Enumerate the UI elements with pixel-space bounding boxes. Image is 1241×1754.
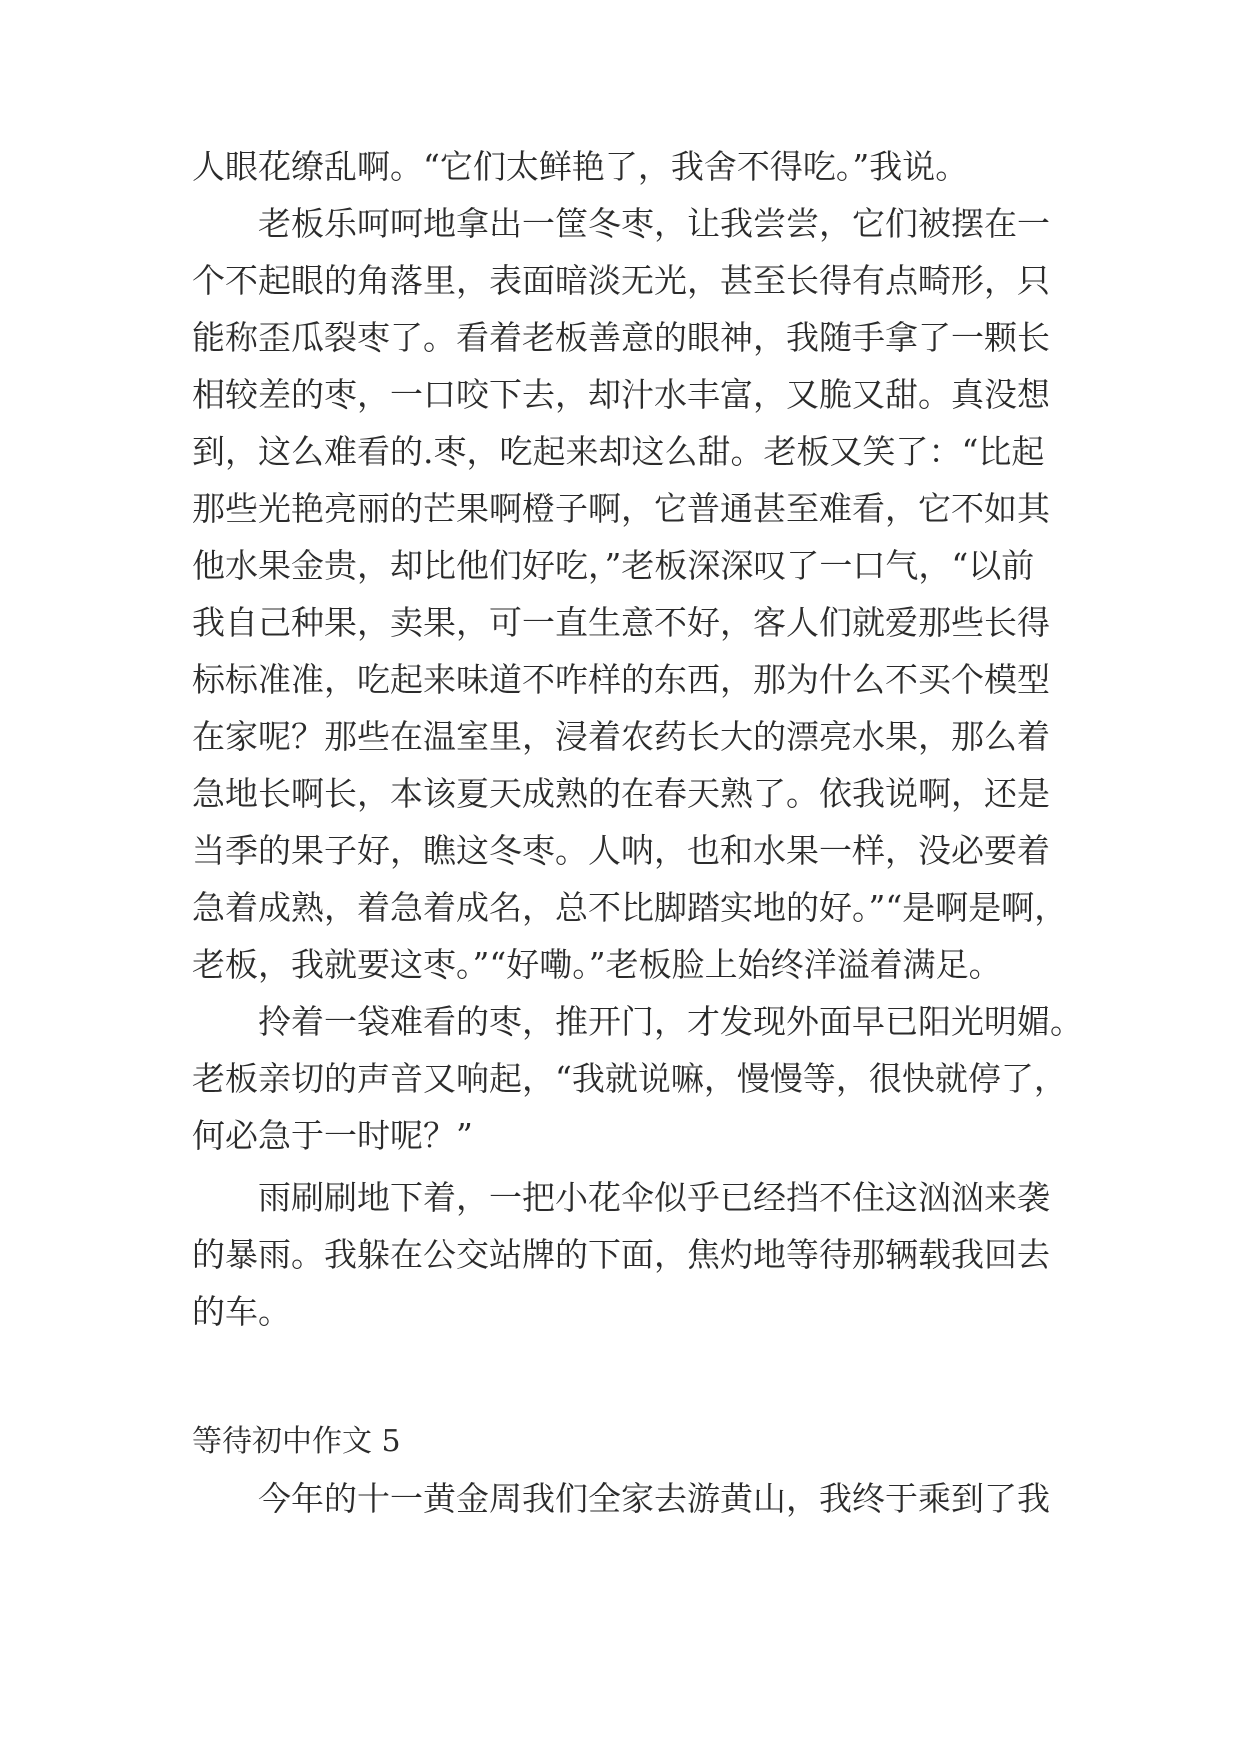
text-line: 能称歪瓜裂枣了。看着老板善意的眼神，我随手拿了一颗长	[192, 318, 1050, 357]
text-line: 他水果金贵，却比他们好吃，”老板深深叹了一口气，“以前	[192, 546, 1035, 585]
text-line: 相较差的枣，一口咬下去，却汁水丰富，又脆又甜。真没想	[192, 375, 1050, 414]
text-line: 急地长啊长，本该夏天成熟的在春天熟了。依我说啊，还是	[192, 774, 1050, 813]
section-heading: 等待初中作文 5	[192, 1424, 401, 1459]
text-line: 当季的果子好，瞧这冬枣。人呐，也和水果一样，没必要着	[192, 831, 1050, 870]
text-line: 我自己种果，卖果，可一直生意不好，客人们就爱那些长得	[192, 603, 1050, 642]
paragraph-start-line: 老板乐呵呵地拿出一筐冬枣，让我尝尝，它们被摆在一	[258, 204, 1050, 243]
text-line: 老板亲切的声音又响起，“我就说嘛，慢慢等，很快就停了，	[192, 1059, 1067, 1098]
text-line: 老板，我就要这枣。”“好嘞。”老板脸上始终洋溢着满足。	[192, 945, 1002, 984]
text-line: 急着成熟，着急着成名，总不比脚踏实地的好。”“是啊是啊，	[192, 888, 1068, 927]
text-line: 的暴雨。我躲在公交站牌的下面，焦灼地等待那辆载我回去	[192, 1235, 1050, 1274]
paragraph-start-line: 雨刷刷地下着，一把小花伞似乎已经挡不住这汹汹来袭	[258, 1178, 1050, 1217]
text-line: 的车。	[192, 1292, 291, 1331]
text-line: 到，这么难看的.枣，吃起来却这么甜。老板又笑了：“比起	[192, 432, 1045, 471]
paragraph-start-line: 今年的十一黄金周我们全家去游黄山，我终于乘到了我	[258, 1479, 1050, 1518]
paragraph-start-line: 拎着一袋难看的枣，推开门，才发现外面早已阳光明媚。	[258, 1002, 1083, 1041]
text-line: 标标准准，吃起来味道不咋样的东西，那为什么不买个模型	[192, 660, 1050, 699]
text-line: 那些光艳亮丽的芒果啊橙子啊，它普通甚至难看，它不如其	[192, 489, 1050, 528]
text-line: 人眼花缭乱啊。“它们太鲜艳了，我舍不得吃。”我说。	[192, 147, 969, 186]
text-line: 个不起眼的角落里，表面暗淡无光，甚至长得有点畸形，只	[192, 261, 1050, 300]
text-line: 在家呢？那些在温室里，浸着农药长大的漂亮水果，那么着	[192, 717, 1050, 756]
text-line: 何必急于一时呢？”	[192, 1116, 473, 1155]
